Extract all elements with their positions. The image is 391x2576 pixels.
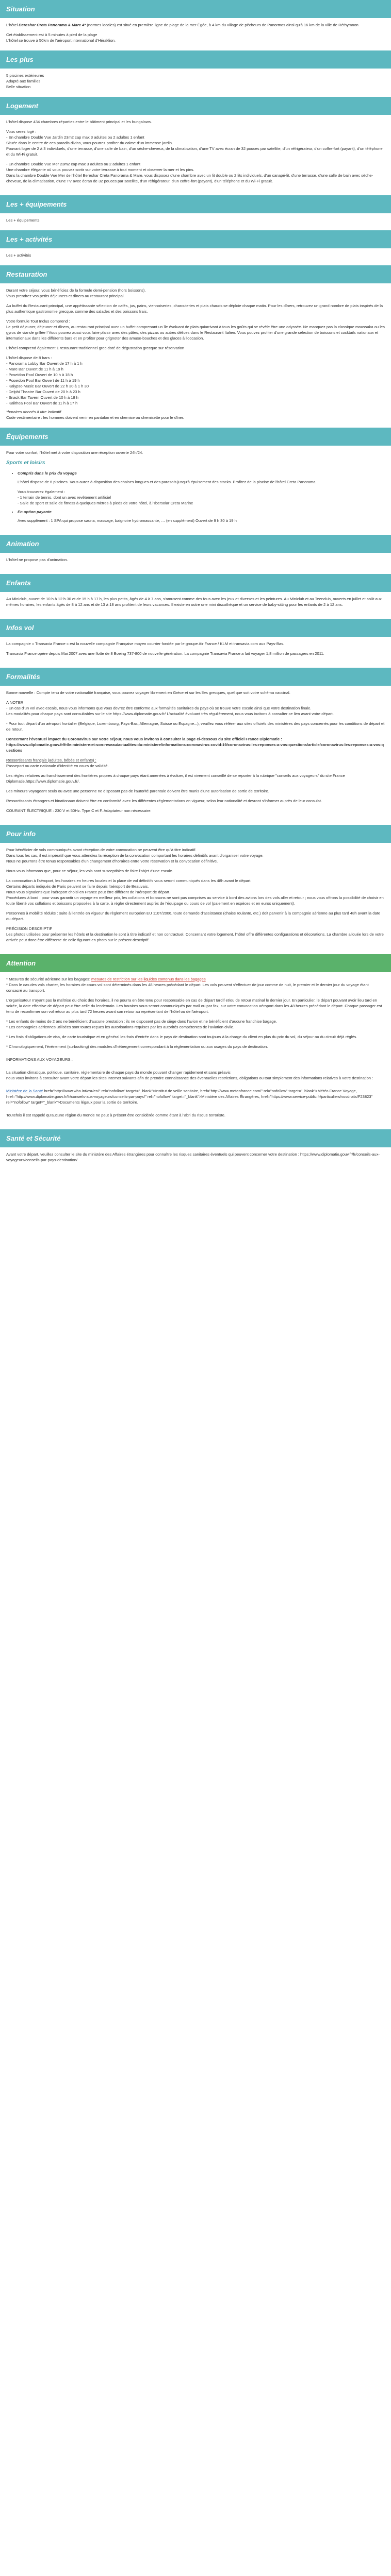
pourinfo-text: Certains départs indiqués de Paris peuvent se faire depuis l'aéroport de Beauvais. bbox=[6, 884, 149, 889]
formalites-text: - En cas d'un vol avec escale, nous vous informons que vous devrez être conforme aux formalités sanitaires du pays où se trouve votre escale ainsi que votre destination finale. bbox=[6, 705, 312, 710]
formalites-text: Ressortissants français (adultes, bébés et enfants) : bbox=[6, 757, 96, 762]
section-enfants bbox=[0, 592, 391, 619]
restauration-text: Durant votre séjour, vous bénéficiez de la formule demi-pension (hors boissons). bbox=[6, 288, 146, 293]
situation-line: Cet établissement est à 5 minutes à pied de la plage bbox=[6, 32, 97, 37]
section-title-formalites: Formalités bbox=[0, 668, 391, 686]
formalites-link[interactable]: https://www.diplomatie.gouv.fr/fr/le-ministere-et-son-reseau/actualites-du-ministere/informations-coronavirus-covid-19/coronavirus-les-reponses-a-vos-questions/article/coronavirus-les-reponses-a-vos-questions bbox=[6, 742, 384, 753]
attention-text bbox=[6, 1088, 385, 1105]
restauration-text: L'hôtel comprend également 1 restaurant traditionnel grec doté de dégustation grecque sur réservation bbox=[6, 346, 185, 350]
formalites-text: Les modalités pour chaque pays sont consultables sur le site https://www.diplomatie.gouv.fr/ L'actualité évoluant très régulièrement, nous vous invitons à consulter ce lien avant votre départ. bbox=[6, 711, 334, 716]
bar-item: - Poseidon Pool Bar Ouvert de 11 h à 19 h bbox=[6, 378, 80, 383]
sports-text: Vous trouverez également : bbox=[18, 489, 66, 494]
logement-text: Située dans le centre de ces paradis divins, vous pourrez profiter du calme d'un immense jardin. bbox=[6, 141, 173, 145]
ministere-sante-link[interactable]: Ministère de la Santé bbox=[6, 1088, 43, 1093]
bar-item: - Snack Bar Tavern Ouvert de 10 h à 18 h bbox=[6, 395, 79, 400]
section-title-pour-info: Pour info bbox=[0, 825, 391, 843]
section-title-equipements: Les + équipements bbox=[0, 195, 391, 213]
pourinfo-text: Pour bénéficier de vols communiqués avant réception de votre convocation ne peuvent être qu'à titre indicatif. bbox=[6, 847, 197, 852]
logement-text: - En chambre Double Vue Jardin 23m2 cap max 3 adultes ou 2 adultes 1 enfant bbox=[6, 135, 144, 140]
section-title-activites: Les + activités bbox=[0, 230, 391, 248]
plus-item: 5 piscines extérieures bbox=[6, 73, 44, 78]
attention-text bbox=[6, 976, 385, 982]
section-equip2 bbox=[0, 446, 391, 535]
infos-text: Transavia France opère depuis Mai 2007 avec une flotte de 8 Boeing 737-800 de nouvelle génération. La compagnie Transavia France a fait voyager 1,8 million de passagers en 2011. bbox=[6, 651, 324, 656]
attention-text: La situation climatique, politique, sanitaire, réglementaire de chaque pays du monde pouvant changer rapidement et sans préavis bbox=[6, 1070, 231, 1075]
formalites-text: Les mineurs voyageant seuls ou avec une personne ne disposant pas de l'autorité parentale doivent être munis d'une autorisation de sortie de territoire. bbox=[6, 788, 269, 793]
sports-text: - Salle de sport et salle de fitness à quelques mètres à pieds de votre hôtel, à l'Ibersolar Creta Marine bbox=[18, 500, 193, 505]
pourinfo-text: Nous vous signalons que l'aéroport choisi en France peut être différent de l'aéroport de départ. bbox=[6, 889, 171, 894]
restauration-note: *horaires donnés à titre indicatif bbox=[6, 410, 61, 414]
bar-item: - Kalypso Music Bar Ouvert de 22 h 30 à 1 h 30 bbox=[6, 384, 89, 388]
formalites-text: Les règles relatives au franchissement des frontières propres à chaque pays étant amenées à évoluer, il est vivement conseillé de se reporter à la rubrique "conseils aux voyageurs" du site France Diplomatie,https://www.diplomatie.gouv.fr/. bbox=[6, 773, 345, 784]
sports-item bbox=[18, 509, 385, 523]
section-sante bbox=[0, 1147, 391, 1174]
section-infos-vol bbox=[0, 637, 391, 668]
sante-text: Avant votre départ, veuillez consulter le site du ministère des Affaires étrangères pour connaître les risques sanitaires éventuels qui peuvent concerner votre destination : https://www.diplomatie.gouv.fr/fr/conseils-aux-voyageurs/conseils-par-pays-destination/ bbox=[6, 1151, 380, 1162]
attention-text: * Les enfants de moins de 2 ans ne bénéficient d'aucune prestation : ils ne disposent pas de siège dans l'avion et ne bénéficient d'aucune franchise bagage. bbox=[6, 1019, 277, 1024]
attention-text: Toutefois il est rappelé qu'aucune région du monde ne peut à présent être considérée comme étant à l'abri du risque terroriste. bbox=[6, 1112, 226, 1117]
attention-text: * Les compagnies aériennes utilisées sont toutes reçues les autorisations requises par les autorités compétentes de l'aviation civile. bbox=[6, 1024, 235, 1029]
section-title-attention: Attention bbox=[0, 954, 391, 972]
activites-text: Les + activités bbox=[6, 253, 31, 258]
sports-text: - 1 terrain de tennis, dont un avec revêtement artificiel bbox=[18, 495, 111, 500]
section-title-equip2: Équipements bbox=[0, 428, 391, 446]
section-plus bbox=[0, 69, 391, 97]
section-title-plus: Les plus bbox=[0, 50, 391, 69]
logement-text: - En chambre Double Vue Mer 23m2 cap max 3 adultes ou 2 adultes 1 enfant bbox=[6, 162, 141, 166]
restauration-text: Au buffet du Restaurant principal, une appétissante sélection de cafés, jus, pains, viennoiseries, charcuteries et plats chauds se déploie chaque matin. Pour les dîners, retrouvez un grand nombre de plats inspirés de la plus authentique gastronomie grecque, comme des salades et des poissons frais. bbox=[6, 303, 383, 314]
hotel-name: Bereshar Creta Panorama & Mare 4* bbox=[19, 23, 86, 27]
enfants-text: Au Miniclub, ouvert de 10 h à 12 h 30 et de 15 h à 17 h, les plus petits, âgés de 4 à 7 ans, s'amusent comme des fous avec les jeux et diverses et les peintures. Au Miniclub et au Teenclub, ouverts en juillet et août aux mêmes horaires, les enfants âgés de 8 à 12 ans et de 13 à 18 ans profitent de leurs vacances. Il existe en outre une mini discothèque et un service de baby-sitting pour les enfants de 2 à 12 ans. bbox=[6, 596, 382, 607]
formalites-text: Ressortissants étrangers et binationaux doivent être en conformité avec les différentes réglementations en vigueur, selon leur nationalité et devront s'informer auprès de leur consulat. bbox=[6, 798, 322, 803]
infos-text: La compagnie « Transavia France » est la nouvelle compagnie Française moyen courrier fondée par le groupe Air France / KLM et transavia.com aux Pays-Bas. bbox=[6, 641, 285, 646]
sports-text: Avec supplément : 1 SPA qui propose sauna, massage, baignoire hydromassante, … (en supplément) Ouvert de 9 h 30 à 19 h bbox=[18, 518, 237, 523]
restauration-text: Le petit déjeuner, déjeuner et dîners, au restaurant principal avec un buffet comprenant un île évoluant de plats quiarrivant à tous les goûts qui se révèle être une odyssée. Ne manquez pas la classique moussaka ou les gyros de viande grillée ! Vous pouvez aussi vous faire plaisir avec des pâtes, des pizzas ou autres délices dans le Restaurant Italien. Vous pouvez profiter d'une grande sélection de boissons et cocktails nationaux et internationaux dans les différents bars et en profiter pour grignoter des amuse-bouches et des glaces à l'occasion. bbox=[6, 325, 385, 341]
section-title-situation: Situation bbox=[0, 0, 391, 18]
situation-line-rest: (normes locales) est situé en première ligne de plage de la mer Égée, à 4 km du village de pêcheurs de Panormos ainsi qu'à 16 km de la ville de Réthymnon bbox=[86, 23, 359, 27]
formalites-text: A NOTER bbox=[6, 700, 24, 705]
section-situation bbox=[0, 18, 391, 50]
equip2-text: Pour votre confort, l'hôtel met à votre disposition une réception ouverte 24h/24. bbox=[6, 450, 143, 455]
pourinfo-text: Nous ne pourrons être tenus responsables d'un changement d'horaires entre votre réservation et la convocation définitive. bbox=[6, 858, 218, 863]
section-title-animation: Animation bbox=[0, 535, 391, 553]
situation-hotel-line bbox=[6, 22, 385, 28]
attention-text: * Les frais d'obligations de visa, de carte touristique et en général les frais d'entrée dans le pays de destination sont toujours à la charge du client en plus du prix du vol, du séjour ou du circuit déjà réglés. bbox=[6, 1034, 357, 1039]
attention-line: * Mesures de sécurité aérienne sur les bagages: bbox=[6, 976, 92, 981]
section-title-sante: Santé et Sécurité bbox=[0, 1129, 391, 1147]
attention-text: * Dans le cas des vols charter, les horaires de cours vol sont déterminés dans les 48 heures précédant le départ. Les vols peuvent s'effectuer de jour comme de nuit, le premier et le dernier jour du voyage étant consacré au transport. bbox=[6, 982, 369, 993]
bar-item: - Panorama Lobby Bar Ouvert de 17 h à 1 h bbox=[6, 361, 83, 366]
pourinfo-text: La convocation à l'aéroport, les horaires en heures locales et la place de vol définitifs vous seront communiqués dans les 48h avant le départ. bbox=[6, 878, 252, 883]
sports-list bbox=[6, 470, 385, 523]
attention-text: * Chronologiquement, l'évènement (surbooking) des modules d'hébergement correspondant à la réglementation ou aux usages du pays de destination. bbox=[6, 1044, 268, 1049]
pourinfo-text: Dans tous les cas, il est impératif que vous attendiez la réception de la convocation comportant les horaires définitifs avant d'organiser votre voyage. bbox=[6, 853, 264, 858]
pourinfo-text: Les photos utilisées pour présenter les hôtels et la destination le sont à titre indicatif et non contractuel. Concernant votre logement, l'hôtel offre différentes configurations et décorations. La chambre allouée lors de votre arrivée peut donc être différente de celle figurant en photo sur le présent descriptif. bbox=[6, 931, 384, 942]
section-pour-info bbox=[0, 843, 391, 954]
restauration-text: Code vestimentaire : les hommes doivent venir en pantalon et en chemise ou chemisette pour le dîner. bbox=[6, 415, 184, 420]
attention-text: INFORMATIONS AUX VOYAGEURS : bbox=[6, 1057, 73, 1062]
sports-subtitle: Sports et loisirs bbox=[6, 460, 45, 466]
logement-text: Vous serez logé : bbox=[6, 129, 37, 134]
section-logement bbox=[0, 115, 391, 195]
formalites-text: COURANT ÉLECTRIQUE : 230 V et 50Hz. Type C et F. Adaptateur non nécessaire. bbox=[6, 808, 152, 813]
logement-text: Pouvant loger de 2 à 3 individuels, d'une terrasse, d'une salle de bain, d'un sèche-cheveux, de la climatisation, d'une TV avec écran de 32 pouces par satellite, d'un réfrigérateur, d'un coffre-fort (payant), d'un téléphone et du Wi-Fi gratuit. bbox=[6, 146, 383, 157]
attention-text: nous vous invitons à consulter avant votre départ les sites Internet suivants afin de prendre connaissance des éventuelles restrictions, obligations ou tout simplement des informations relatives à votre destination : bbox=[6, 1075, 373, 1080]
sports-text: L'hôtel dispose de 6 piscines. Vous aurez à disposition des chaises longues et des parasols jusqu'à épuisement des stocks. Profitez de la piscine de l'hôtel Creta Panorama. bbox=[18, 479, 317, 484]
bar-item: - Mare Bar Ouvert de 11 h à 19 h bbox=[6, 367, 63, 371]
formalites-text: Concernant l'éventuel impact du Coronavirus sur votre séjour, nous vous invitons à consulter la page ci-dessous du site officiel France Diplomatie : bbox=[6, 736, 282, 741]
plus-item: Belle situation bbox=[6, 84, 31, 89]
section-animation bbox=[0, 553, 391, 574]
page bbox=[0, 0, 391, 1174]
sports-item-title: En option payante bbox=[18, 509, 52, 514]
equipements-text: Les + équipements bbox=[6, 218, 40, 223]
section-attention bbox=[0, 972, 391, 1129]
plus-item: Adapté aux familles bbox=[6, 79, 41, 83]
logement-text: L'hôtel dispose 434 chambres réparties entre le bâtiment principal et les bungalows. bbox=[6, 120, 152, 124]
section-activites bbox=[0, 248, 391, 265]
restauration-text: Vous prendrez vos petits déjeuners et dîners au restaurant principal. bbox=[6, 294, 125, 298]
pourinfo-text: Nous vous informons que, pour ce séjour, les vols sont susceptibles de faire l'objet d'une escale. bbox=[6, 868, 173, 873]
logement-text: Une chambre élégante où vous pouvez sortir sur votre terrasse à tout moment et observer la mer et les pins. bbox=[6, 167, 194, 172]
situation-line-prefix: L'hôtel bbox=[6, 23, 19, 27]
logement-text: Dans la chambre Double Vue Mer de l'hôtel Bereshar Creta Panorama & Mare, vous disposez d'une chambre avec un lit double ou 2 lits individuels, d'un canapé-lit, d'une terrasse, d'une salle de bain avec sèche-cheveux, de la climatisation, d'une TV avec écran de 32 pouces par satellite, d'un réfrigérateur, d'un coffre-fort (payant), d'un téléphone et du Wi-Fi gratuit. bbox=[6, 173, 373, 183]
formalites-text: Passeport ou carte nationale d'identité en cours de validité. bbox=[6, 763, 109, 768]
formalites-text: Bonne nouvelle : Compte tenu de votre nationalité française, vous pouvez voyager librement en Grèce et sur les îles grecques, quel que soit votre schéma vaccinal. bbox=[6, 690, 290, 695]
liquids-link[interactable]: mesures de restriction sur les liquides contenus dans les bagages bbox=[91, 976, 206, 981]
bar-item: - Poseidon Pool Ouvert de 10 h à 18 h bbox=[6, 372, 73, 377]
section-title-enfants: Enfants bbox=[0, 574, 391, 592]
section-title-infos-vol: Infos vol bbox=[0, 619, 391, 637]
pourinfo-text: Procédures à bord : pour vous garantir un voyage en meilleur prix, les collations et boissons ne sont pas comprises au service à bord des avions lors des vols aller et retour ; nous vous offrons la possibilité de choisir en toute liberté vos collations et boissons proposées à la carte, à régler directement auprès de l'équipage ou cours de vol (paiement en espèces et en euros uniquement). bbox=[6, 895, 384, 906]
section-restauration bbox=[0, 283, 391, 428]
pourinfo-text: Personnes à mobilité réduite : suite à l'entrée en vigueur du règlement européen EU 1107/2006, toute demande d'assistance (chaise roulante, etc.) doit parvenir à la compagnie aérienne au plus tard 48h avant la date du départ. bbox=[6, 910, 381, 921]
attention-links-text: href="http://www.who.int/csr/en/" rel="nofollow" target="_blank">Institut de veille sanitaire, href="http://www.meteofrance.com/" rel="nofollow" target="_blank">Météo France Voyage, href="http://www.diplomatie.gouv.fr/fr/conseils-aux-voyageurs/conseils-par-pays/" rel="nofollow" target="_blank">Ministère des Affaires Étrangères, href="https://www.service-public.fr/particuliers/vosdroits/F23823" rel="nofollow" target="_blank">Documents légaux pour la sortie de territoire. bbox=[6, 1088, 373, 1105]
section-equipements bbox=[0, 213, 391, 230]
attention-text: L'organisateur n'ayant pas la maîtrise du choix des horaires, il ne pourra en être tenu pour responsable en cas de départ tardif et/ou de retour matinal le dernier jour. En particulier, le départ pouvant avoir lieu tard en soirée, la date effective de départ peut être celle du lendemain. Les horaires vous seront communiqués par mail ou par fax, sur votre convocation aéroport dans les 48 heures précédant le départ. Chaque passager est tenu de reconfirmer son vol retour au plus tard 72 heures avant son retour au représentant de l'hôtel ou de l'aéroport. bbox=[6, 997, 382, 1014]
pourinfo-text: PRÉCISION DESCRIPTIF bbox=[6, 926, 53, 931]
formalites-text: - Pour tout départ d'un aéroport frontalier (Belgique, Luxembourg, Pays-Bas, Allemagne, Suisse ou Espagne...), veuillez vous référer aux sites officiels des ministères des pays concernés pour les conditions de départ et de retour. bbox=[6, 721, 385, 732]
situation-line: L'hôtel se trouve à 50km de l'aéroport international d'Héraklion. bbox=[6, 38, 116, 43]
bar-item: - Kalithea Pool Bar Ouvert de 11 h à 17 h bbox=[6, 401, 78, 405]
section-formalites bbox=[0, 686, 391, 825]
sports-item-title: Compris dans le prix du voyage bbox=[18, 470, 77, 476]
section-title-restauration: Restauration bbox=[0, 265, 391, 283]
restauration-text: L'hôtel dispose de 8 bars : bbox=[6, 355, 52, 360]
bar-item: - Delphi Theatre Bar Ouvert de 20 h à 23 h bbox=[6, 389, 80, 394]
animation-text: L'hôtel ne propose pas d'animation. bbox=[6, 557, 68, 562]
section-title-logement: Logement bbox=[0, 97, 391, 115]
sports-item bbox=[18, 470, 385, 506]
restauration-text: Votre formule Tout Inclus comprend : bbox=[6, 319, 70, 324]
